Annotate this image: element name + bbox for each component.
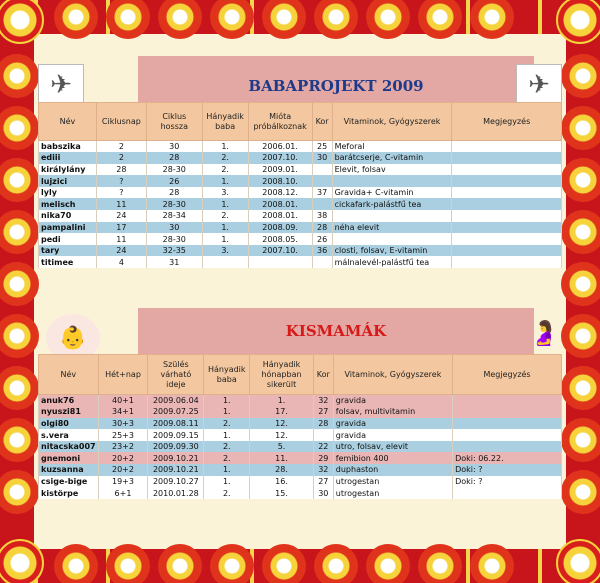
sun-ornament-icon	[561, 262, 600, 306]
table-cell-ciklusnap: 4	[96, 256, 146, 268]
table-cell-name: gnemoni	[39, 452, 99, 464]
col-header: Név	[39, 103, 97, 141]
table-cell-name: lujzici	[39, 175, 97, 187]
table-cell-kor: 28	[312, 222, 332, 234]
sun-ornament-icon	[0, 539, 44, 583]
table-cell-kor: 36	[312, 245, 332, 257]
sun-ornament-icon	[561, 158, 600, 202]
table-cell-kor: 28	[313, 418, 333, 430]
table-cell-het: 20+2	[98, 464, 148, 476]
table-cell-het: 6+1	[98, 487, 148, 499]
babaprojekt-table	[38, 102, 562, 268]
table-cell-vitamin: utrogestan	[333, 476, 452, 488]
table-cell-ciklusnap: 28	[96, 164, 146, 176]
table-row	[39, 256, 562, 268]
table-cell-szules: 2009.08.11	[148, 418, 204, 430]
table-cell-vitamin	[332, 210, 452, 222]
table-cell-honap: 15.	[250, 487, 314, 499]
table-cell-miota: 2007.10.	[248, 245, 312, 257]
col-header: Megjegyzés	[452, 103, 562, 141]
table-cell-ciklusnap: ?	[96, 175, 146, 187]
table-cell-megj	[452, 233, 562, 245]
col-header: Vitaminok, Gyógyszerek	[332, 103, 452, 141]
table-cell-megj	[452, 210, 562, 222]
table-row	[39, 487, 562, 499]
table-cell-miota: 2008.09.	[248, 222, 312, 234]
table-cell-baba: 1.	[204, 429, 250, 441]
sun-ornament-icon	[561, 54, 600, 98]
table-cell-kor: 26	[312, 233, 332, 245]
table-cell-baba: 1.	[202, 141, 248, 153]
table-cell-baba: 2.	[204, 441, 250, 453]
table-cell-name: melisch	[39, 198, 97, 210]
table-cell-kor: 27	[313, 476, 333, 488]
table-cell-honap: 12.	[250, 429, 314, 441]
table-cell-baba: 3.	[202, 187, 248, 199]
table-cell-megj	[452, 141, 562, 153]
table-cell-honap: 28.	[250, 464, 314, 476]
table-cell-honap: 16.	[250, 476, 314, 488]
sun-ornament-icon	[262, 544, 306, 583]
table-cell-het: 34+1	[98, 406, 148, 418]
table-cell-megj	[452, 164, 562, 176]
table-cell-name: pampalini	[39, 222, 97, 234]
table-row	[39, 210, 562, 222]
table-cell-honap: 1.	[250, 395, 314, 407]
table-row	[39, 245, 562, 257]
table-cell-miota: 2008.01.	[248, 210, 312, 222]
col-header: Megjegyzés	[453, 355, 562, 395]
table-cell-het: 40+1	[98, 395, 148, 407]
table-cell-megj: Doki: ?	[453, 476, 562, 488]
table-cell-kor: 27	[313, 406, 333, 418]
table-cell-hossz: 28	[146, 187, 202, 199]
table-cell-hossz: 31	[146, 256, 202, 268]
table-cell-name: titimee	[39, 256, 97, 268]
table-header-row	[39, 355, 562, 395]
table-cell-name: s.vera	[39, 429, 99, 441]
table-cell-miota: 2009.01.	[248, 164, 312, 176]
table-cell-baba: 2.	[202, 152, 248, 164]
table-cell-ciklusnap: 2	[96, 141, 146, 153]
table-cell-het: 23+2	[98, 441, 148, 453]
sun-ornament-icon	[210, 544, 254, 583]
table-cell-baba: 2.	[202, 210, 248, 222]
sun-ornament-icon	[561, 314, 600, 358]
table-cell-hossz: 30	[146, 222, 202, 234]
table-cell-szules: 2010.01.28	[148, 487, 204, 499]
table-cell-vitamin: Elevit, folsav	[332, 164, 452, 176]
table-cell-baba: 1.	[202, 175, 248, 187]
table-cell-hossz: 28-30	[146, 198, 202, 210]
sun-ornament-icon	[561, 418, 600, 462]
table-cell-megj	[453, 441, 562, 453]
stork-icon: ✈	[38, 64, 84, 106]
table-cell-hossz: 28-30	[146, 233, 202, 245]
table-cell-kor: 22	[313, 441, 333, 453]
table-cell-vitamin	[332, 175, 452, 187]
table-cell-kor: 32	[313, 395, 333, 407]
table-cell-kor: 32	[313, 464, 333, 476]
col-header: Ciklus hossza	[146, 103, 202, 141]
table-cell-megj	[453, 418, 562, 430]
table-cell-name: ediii	[39, 152, 97, 164]
table-cell-hossz: 26	[146, 175, 202, 187]
table-row	[39, 187, 562, 199]
sun-ornament-icon	[556, 0, 600, 44]
table-cell-megj	[453, 487, 562, 499]
table-row	[39, 175, 562, 187]
table-cell-ciklusnap: 17	[96, 222, 146, 234]
table-cell-vitamin: gravida	[333, 395, 452, 407]
table-cell-name: kistörpe	[39, 487, 99, 499]
sun-ornament-icon	[158, 544, 202, 583]
table-cell-szules: 2009.10.21	[148, 452, 204, 464]
table-cell-megj	[452, 152, 562, 164]
table-cell-kor	[312, 175, 332, 187]
table-cell-ciklusnap: 11	[96, 198, 146, 210]
table-cell-megj	[452, 256, 562, 268]
table-cell-vitamin: barátcserje, C-vitamin	[332, 152, 452, 164]
table-cell-vitamin: Gravida+ C-vitamin	[332, 187, 452, 199]
table-cell-name: nika70	[39, 210, 97, 222]
table-cell-vitamin: gravida	[333, 429, 452, 441]
table-cell-baba: 2.	[204, 452, 250, 464]
table-cell-baba: 1.	[204, 406, 250, 418]
table-cell-hossz: 30	[146, 141, 202, 153]
table-cell-ciklusnap: ?	[96, 187, 146, 199]
table-cell-megj	[453, 395, 562, 407]
table-cell-baba: 2.	[204, 487, 250, 499]
section1-title: BABAPROJEKT 2009	[248, 77, 424, 95]
section2-banner	[138, 308, 534, 354]
table-cell-het: 25+3	[98, 429, 148, 441]
table-cell-vitamin: Meforal	[332, 141, 452, 153]
table-row	[39, 152, 562, 164]
col-header: Hányadik baba	[202, 103, 248, 141]
table-cell-kor	[312, 256, 332, 268]
table-row	[39, 164, 562, 176]
table-cell-honap: 5.	[250, 441, 314, 453]
kismamak-table	[38, 354, 562, 499]
table-cell-baba: 3.	[202, 245, 248, 257]
table-cell-hossz: 28	[146, 152, 202, 164]
table-cell-miota: 2008.12.	[248, 187, 312, 199]
table-cell-honap: 17.	[250, 406, 314, 418]
table-cell-szules: 2009.09.15	[148, 429, 204, 441]
col-header: Vitaminok, Gyógyszerek	[333, 355, 452, 395]
table-cell-megj	[453, 406, 562, 418]
sun-ornament-icon	[556, 539, 600, 583]
col-header: Név	[39, 355, 99, 395]
section2-title: KISMAMÁK	[285, 322, 387, 340]
table-cell-kor: 29	[313, 452, 333, 464]
table-cell-kor	[313, 429, 333, 441]
table-row	[39, 395, 562, 407]
table-row	[39, 222, 562, 234]
table-cell-baba	[202, 256, 248, 268]
table-cell-miota: 2008.01.	[248, 198, 312, 210]
table-cell-szules: 2009.07.25	[148, 406, 204, 418]
table-cell-honap: 11.	[250, 452, 314, 464]
table-cell-vitamin: utro, folsav, elevit	[333, 441, 452, 453]
table-row	[39, 406, 562, 418]
table-cell-vitamin: closti, folsav, E-vitamin	[332, 245, 452, 257]
table-cell-name: csige-bige	[39, 476, 99, 488]
table-cell-name: nitacska007	[39, 441, 99, 453]
table-cell-hossz: 28-34	[146, 210, 202, 222]
table-cell-baba: 2.	[204, 418, 250, 430]
stork-icon: ✈	[516, 64, 562, 106]
table-cell-szules: 2009.10.27	[148, 476, 204, 488]
col-header: Hét+nap	[98, 355, 148, 395]
table-cell-miota: 2006.01.	[248, 141, 312, 153]
table-row	[39, 141, 562, 153]
table-row	[39, 233, 562, 245]
table-cell-megj: Doki: ?	[453, 464, 562, 476]
table-row	[39, 441, 562, 453]
table-cell-het: 20+2	[98, 452, 148, 464]
table-cell-baba: 1.	[202, 233, 248, 245]
table-cell-name: babszika	[39, 141, 97, 153]
sun-ornament-icon	[561, 106, 600, 150]
table-cell-ciklusnap: 24	[96, 210, 146, 222]
sun-ornament-icon	[561, 366, 600, 410]
table-cell-vitamin	[332, 233, 452, 245]
table-cell-kor: 25	[312, 141, 332, 153]
table-cell-baba: 1.	[202, 222, 248, 234]
table-cell-hossz: 32-35	[146, 245, 202, 257]
table-cell-name: pedi	[39, 233, 97, 245]
table-cell-het: 19+3	[98, 476, 148, 488]
table-cell-name: tary	[39, 245, 97, 257]
table-cell-vitamin: gravida	[333, 418, 452, 430]
table-cell-megj	[452, 175, 562, 187]
table-row	[39, 198, 562, 210]
sun-ornament-icon	[314, 544, 358, 583]
table-row	[39, 464, 562, 476]
col-header: Hányadik hónapban sikerült	[250, 355, 314, 395]
pregnant-woman-icon: 🤰	[529, 319, 559, 347]
table-cell-name: kuzsanna	[39, 464, 99, 476]
table-cell-kor: 30	[312, 152, 332, 164]
table-cell-megj	[452, 198, 562, 210]
table-cell-kor	[312, 198, 332, 210]
table-cell-szules: 2009.10.21	[148, 464, 204, 476]
table-cell-baba: 1.	[204, 464, 250, 476]
table-cell-name: királylány	[39, 164, 97, 176]
table-row	[39, 452, 562, 464]
table-cell-vitamin: folsav, multivitamin	[333, 406, 452, 418]
col-header: Kor	[313, 355, 333, 395]
table-cell-szules: 2009.09.30	[148, 441, 204, 453]
table-cell-name: anuk76	[39, 395, 99, 407]
table-cell-megj	[453, 429, 562, 441]
table-cell-kor	[312, 164, 332, 176]
table-cell-ciklusnap: 2	[96, 152, 146, 164]
table-cell-baba: 1.	[204, 395, 250, 407]
sun-ornament-icon	[106, 544, 150, 583]
table-row	[39, 418, 562, 430]
table-cell-megj: Doki: 06.22.	[453, 452, 562, 464]
table-cell-vitamin: néha elevit	[332, 222, 452, 234]
table-cell-vitamin: cickafark-palástfű tea	[332, 198, 452, 210]
table-cell-baba: 1.	[202, 198, 248, 210]
table-cell-kor: 38	[312, 210, 332, 222]
sun-ornament-icon	[561, 470, 600, 514]
table-cell-megj	[452, 187, 562, 199]
sun-ornament-icon	[561, 210, 600, 254]
table-cell-szules: 2009.06.04	[148, 395, 204, 407]
col-header: Ciklusnap	[96, 103, 146, 141]
table-cell-name: lyly	[39, 187, 97, 199]
table-cell-vitamin: femibion 400	[333, 452, 452, 464]
table-cell-name: olgi80	[39, 418, 99, 430]
table-row	[39, 429, 562, 441]
table-cell-miota: 2008.10.	[248, 175, 312, 187]
table-cell-miota: 2007.10.	[248, 152, 312, 164]
table-row	[39, 476, 562, 488]
table-header-row	[39, 103, 562, 141]
baby-icon: 👶	[46, 314, 100, 362]
table-cell-name: nyuszi81	[39, 406, 99, 418]
table-cell-vitamin: málnalevél-palástfű tea	[332, 256, 452, 268]
col-header: Mióta próbálkoznak	[248, 103, 312, 141]
table-cell-ciklusnap: 11	[96, 233, 146, 245]
table-cell-miota: 2008.05.	[248, 233, 312, 245]
table-cell-vitamin: duphaston	[333, 464, 452, 476]
table-cell-hossz: 28-30	[146, 164, 202, 176]
table-cell-megj	[452, 222, 562, 234]
col-header: Kor	[312, 103, 332, 141]
col-header: Hányadik baba	[204, 355, 250, 395]
table-cell-kor: 37	[312, 187, 332, 199]
table-cell-megj	[452, 245, 562, 257]
table-cell-vitamin: utrogestan	[333, 487, 452, 499]
table-cell-ciklusnap: 24	[96, 245, 146, 257]
table-cell-baba: 1.	[204, 476, 250, 488]
table-cell-honap: 12.	[250, 418, 314, 430]
sun-ornament-icon	[54, 544, 98, 583]
sun-ornament-icon	[470, 544, 514, 583]
table-cell-baba: 2.	[202, 164, 248, 176]
table-cell-kor: 30	[313, 487, 333, 499]
table-cell-miota	[248, 256, 312, 268]
col-header: Szülés várható ideje	[148, 355, 204, 395]
sun-ornament-icon	[366, 544, 410, 583]
table-cell-het: 30+3	[98, 418, 148, 430]
sun-ornament-icon	[418, 544, 462, 583]
